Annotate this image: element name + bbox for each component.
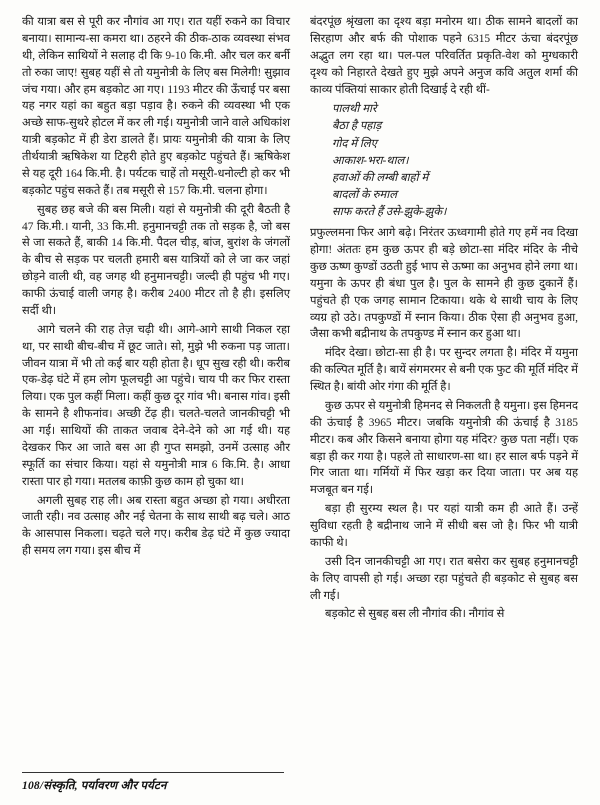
footer-divider — [22, 772, 284, 773]
poem-line: पालथी मारे — [332, 103, 377, 116]
paragraph: मंदिर देखा। छोटा-सा ही है। पर सुन्दर लगता है। मंदिर में यमुना की कल्पित मूर्ति है। बायें संगमरमर से बनी एक फुट की मूर्ति मंदिर में स्थित है। बांयी ओर गंगा की मूर्ति है। — [310, 347, 578, 394]
paragraph: अगली सुबह राह ली। अब रास्ता बहुत अच्छा हो गया। अधीरता जाती रही। नव उत्साह और नई चेतना के साथ साथी बढ़ चले। आठ के आसपास निकला। चढ़ते चले गए। करीब डेढ़ घंटे में कुछ ज्यादा ही समय लग गया। इस बीच में — [22, 494, 290, 558]
right-column — [310, 14, 578, 749]
paragraph: उसी दिन जानकीचट्टी आ गए। रात बसेरा कर सुबह हनुमानचट्टी के लिए वापसी हो गई। अच्छा रहा पहुंचते ही बड़कोट से सुबह बस ली गई। — [310, 555, 578, 602]
paragraph: सुबह छह बजे की बस मिली। यहां से यमुनोत्री की दूरी बैठती है 47 कि.मी.। यानी, 33 कि.मी. हनुमानचट्टी तक तो सड़क है, जो बस से जा सकते हैं, बाकी 14 कि.मी. पैदल चीड़, बांज, बुरांश के जंगलों के बीच से सड़क पर चलती हमारी बस यात्रियों को ले जा कर जहां छोड़ने वाली थी, वह जगह थी हनुमानचट्टी। जल्दी ही पहुंच भी गए। काफी ऊंचाई वाली जगह है। करीब 2400 मीटर तो है ही। इसलिए सर्दी थी। — [22, 203, 290, 317]
paragraph: बड़ा ही सुरम्य स्थल है। पर यहां यात्री कम ही आते हैं। उन्हें सुविधा रहती है बद्रीनाथ जाने में सीधी बस जो है। फिर भी यात्री काफी थे। — [310, 503, 578, 549]
paragraph: प्रफुल्लमना फिर आगे बढ़े। निरंतर ऊध्वगामी होते गए हमें नव दिखा होगा! अंततः हम कुछ ऊपर ही बड़े छोटा-सा मंदिर मंदिर के नीचे कुछ ऊष्ण कुण्डों उठती हुई भाप से ऊष्मा का अनुभव होने लगा था। यमुना के ऊपर ही बंधा पुल है। पुल के सामने ही कुछ दुकानें हैं। पहुंचते ही एक जगह सामान टिकाया। थके थे साथी चाय के लिए व्यग्र हो उठे। तपकुण्डों में स्नान किया। ठीक ऐसा ही अनुभव हुआ, जैसा कभी बद्रीनाथ के तपकुण्ड में स्नान कर हुआ था। — [310, 227, 578, 341]
page-footer: 108/संस्कृति, पर्यावरण और पर्यटन — [22, 780, 167, 792]
two-column-layout — [22, 14, 578, 749]
poem-line: साफ करते हैं उसे-झुके-झुके। — [332, 206, 447, 219]
paragraph: आगे चलने की राह तेज़ चढ़ी थी। आगे-आगे साथी निकल रहा था, पर साथी बीच-बीच में छूट जाते। सो, मुझे भी रुकना पड़ जाता। जीवन यात्रा में भी तो कई बार यही होता है। धूप सुख रही थी। करीब एक-डेढ़ घंटे में हम लोग फूलचट्टी आ पहुंचे। चाय पी कर फिर रास्ता लिया। एक पुल कहीं मिला। कहीं कुछ दूर गांव भी। बनास गांव। इसी के सामने है शीफनांव। अच्छी टेंढ़ ही। चलते-चलते जानकीचट्टी भी आ गई। साथियों की ताकत जवाब देने-देने को आ गई थी। यह देखकर फिर आ जाते बस आ ही गुप्त समझो, उनमें उत्साह और स्फूर्ति का संचार किया। यहां से यमुनोत्री मात्र 6 कि.मि. है। आधा रास्ता पार हो गया। मतलब काफ़ी कुछ काम हो चुका था। — [22, 323, 290, 488]
poem-line: हवाओं की लम्बी बाहों में — [332, 171, 429, 184]
poem-block — [310, 101, 578, 221]
paragraph: कुछ ऊपर से यमुनोत्री हिमनद से निकलती है यमुना। इस हिमनद की ऊंचाई है 3965 मीटर। जबकि यमुनोत्री की ऊंचाई है 3185 मीटर। कब और किसने बनाया होगा यह मंदिर? कुछ पता नहीं। एक बड़ा ही कर गया है। पहले तो साधारण-सा था। हर साल बर्फ पड़ने में गिर जाता था। गर्मियों में फिर खड़ा कर दिया जाता। पर अब यह मजबूत बन गई। — [310, 399, 578, 497]
left-column — [22, 14, 290, 749]
poem-line: बैठा है पहाड़ — [332, 120, 382, 133]
poem-line: गोद में लिए — [332, 137, 377, 150]
paragraph: बड़कोट से सुबह बस ली नौगांव की। नौगांव से — [325, 608, 505, 621]
poem-line: आकाश-भरा-थाल। — [332, 154, 409, 167]
paragraph: बंदरपूंछ श्रृंखला का दृश्य बड़ा मनोरम था। ठीक सामने बादलों का सिरहाण और बर्फ की पोशाक पहने 6315 मीटर ऊंचा बंदरपूंछ अद्भुत लग रहा था। पल-पल परिवर्तित प्रकृति-वेश को मुग्धकारी दृश्य को निहारते देखते हुए मुझे अपने अनुज कवि अतुल शर्मा की काव्य पंक्तियां साकार होती दिखाई दे रही थीं- — [310, 16, 578, 96]
paragraph: की यात्रा बस से पूरी कर नौगांव आ गए। रात यहीं रुकने का विचार बनाया। सामान्य-सा कमरा था। ठहरने की ठीक-ठाक व्यवस्था संभव थी, लेकिन साथियों ने सलाह दी कि 9-10 कि.मी. और चल कर बर्नी तो रुका जाए! सुबह यहीं से तो यमुनोत्री के लिए बस मिलेगी! सुझाव जंच गया। और हम बड़कोट आ गए। 1193 मीटर की ऊँचाई पर बसा यह नगर यहां का बहुत बड़ा पड़ाव है। रुकने की व्यवस्था भी एक अच्छे साफ-सुथरे होटल में कर ली गई। यमुनोत्री जाने वाले अधिकांश यात्री बड़कोट में ही डेरा डालते हैं। प्रायः यमुनोत्री की यात्रा के लिए तीर्थयात्री ऋषिकेश या टिहरी होते हुए बड़कोट पहुंचते हैं। ऋषिकेश से यह दूरी 164 कि.मी. है। पर्यटक चाहें तो मसूरी-धनोल्टी हो कर भी बड़कोट पहुंच सकते हैं। तब मसूरी से 157 कि.मी. चलना होगा। — [22, 16, 290, 197]
poem-line: बादलों के रुमाल — [332, 188, 397, 201]
